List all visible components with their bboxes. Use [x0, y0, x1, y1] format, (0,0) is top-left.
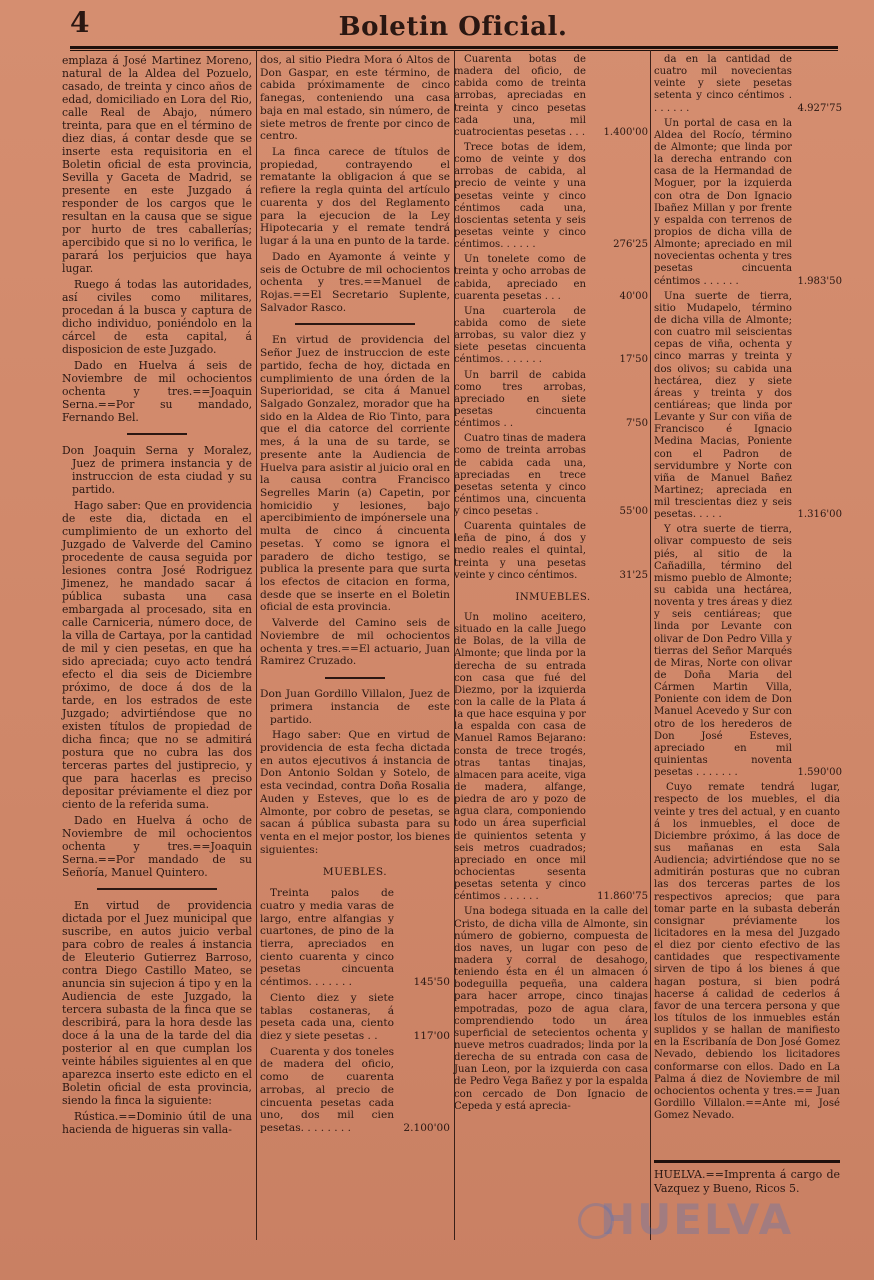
item-text: Cuarenta botas de madera del oficio, de cabida como de treinta arrobas, apreciadas en treinta y cinco pesetas cada una, mil cuatrocientas pesetas . . .: [454, 54, 586, 138]
item-text: Cuarenta quintales de leña de pino, á dos y medio reales el quintal, treinta y una pesetas veinte y cinco céntimos.: [454, 521, 586, 581]
item-text: Cuarenta y dos toneles de madera del oficio, como de cuarenta arrobas, al precio de cincuenta pesetas cada uno, dos mil cien pesetas. . . . . . . .: [260, 1045, 394, 1135]
item-price: 2.100'00: [403, 1122, 450, 1135]
paragraph: Rústica.==Dominio útil de una hacienda de higueras sin valla-: [62, 1110, 252, 1136]
item-price: 145'50: [413, 976, 450, 989]
notice-heading: Don Joaquin Serna y Moralez, Juez de primera instancia y de instruccion de esta ciudad y su partido.: [62, 444, 252, 496]
separator: [127, 433, 187, 435]
item-price: 1.400'00: [603, 126, 648, 138]
item-price: 1.316'00: [797, 509, 842, 521]
column-4: [654, 54, 840, 1125]
item-text: Y otra suerte de tierra, olivar compuesto de seis piés, al sitio de la Cañadilla, término del mismo pueblo de Almonte; su cabida una hectárea, noventa y tres áreas y diez y seis centiáreas; que linda por Levante con olivar de Don Pedro Villa y tierras del Señor Marqués de Miras, Norte con olivar de Doña Maria del Cármen Martin Villa, Poniente con idem de Don Manuel Acevedo y Sur con otro de los herederos de Don José Esteves, apreciado en mil quinientas noventa pesetas . . . . . . .: [654, 524, 792, 779]
list-item: [454, 612, 648, 903]
list-item: [260, 992, 450, 1043]
printer-imprint: HUELVA.==Imprenta á cargo de Vazquez y Bueno, Ricos 5.: [654, 1168, 840, 1195]
separator: [97, 888, 217, 890]
list-item: [454, 521, 648, 582]
list-item: [454, 306, 648, 367]
item-text: da en la cantidad de cuatro mil novecientas veinte y siete pesetas setenta y cinco céntimos . . . . . . .: [654, 54, 792, 114]
item-price: 4.927'75: [797, 102, 842, 114]
list-item: [654, 118, 840, 288]
list-item: [260, 887, 450, 989]
page-number: 4: [70, 6, 90, 39]
paragraph: En virtud de providencia dictada por el Juez municipal que suscribe, en autos juicio verbal para cobro de reales á instancia de Eleuterio Gutierrez Barroso, contra Diego Castillo Mateo, se anuncia sin sujecion á tipo y en la Audiencia de este Juzgado, la tercera subasta de la finca que se describirá, para la hora desde las doce á la una de la tarde del dia posterior al en que cumplan los veinte hábiles siguientes al en que aparezca inserto este edicto en el Boletin oficial de esta provincia, siendo la finca la siguiente:: [62, 899, 252, 1107]
column-1: [62, 54, 252, 1139]
list-item: [454, 142, 648, 251]
item-text: Treinta palos de cuatro y media varas de largo, entre alfangias y cuartones, de pino de la tierra, apreciados en ciento cuarenta y cinco pesetas cincuenta céntimos. . . . . . .: [260, 887, 394, 989]
item-text: Cuatro tinas de madera como de treinta arrobas de cabida cada una, apreciadas en trece pesetas setenta y cinco céntimos una, cincuenta y cinco pesetas .: [454, 433, 586, 518]
item-text: Un barril de cabida como tres arrobas, apreciado en siete pesetas cincuenta céntimos . .: [454, 369, 586, 430]
item-price: 11.860'75: [597, 891, 648, 903]
notice-heading: Don Juan Gordillo Villalon, Juez de primera instancia de este partido.: [260, 688, 450, 726]
item-text: Un portal de casa en la Aldea del Rocío, término de Almonte; que linda por la derecha entrando con casa de la Hermandad de Moguer, por la izquierda con otra de Don Ignacio Ibañez Millan y por frente y espalda con terrenos de propios de dicha villa de Almonte; apreciado en mil novecientas ochenta y tres pesetas cincuenta céntimos . . . . . .: [654, 117, 792, 287]
separator: [325, 677, 385, 679]
journal-title: Boletin Oficial.: [338, 12, 568, 42]
column-divider: [256, 50, 257, 1240]
paragraph: Valverde del Camino seis de Noviembre de mil ochocientos ochenta y tres.==El actuario, Juan Ramirez Cruzado.: [260, 617, 450, 668]
paragraph: Dado en Huelva á seis de Noviembre de mil ochocientos ochenta y tres.==Joaquin Serna.==Por su mandado, Fernando Bel.: [62, 359, 252, 424]
item-text: Trece botas de idem, como de veinte y dos arrobas de cabida, al precio de veinte y una pesetas veinte y cinco céntimos cada una, doscientas setenta y seis pesetas veinte y cinco céntimos. . . . . .: [454, 141, 586, 251]
footer-rule: [654, 1160, 840, 1163]
item-price: 17'50: [619, 354, 648, 366]
item-price: 7'50: [625, 418, 648, 430]
page-header: [68, 6, 838, 46]
list-item: [454, 370, 648, 431]
paragraph: Cuyo remate tendrá lugar, respecto de los muebles, el dia veinte y tres del actual, y en cuanto á los inmuebles, el doce de Diciembre próximo, á las doce de sus mañanas en esta Sala Audiencia; advirtiéndose que no se admitirán posturas que no cubran las dos terceras partes de los respectivos aprecios; que para tomar parte en la subasta deberán consignar préviamente los licitadores en la mesa del Juzgado el diez por ciento efectivo de las cantidades que respectivamente sirven de tipo á los bienes á que hagan postura, si bien podrá hacerse á calidad de cederlos á favor de una tercera persona y que los títulos de los inmuebles están suplidos y se hallan de manifiesto en la Escribanía de Don José Gomez Nevado, debiendo los licitadores conformarse con ellos. Dado en La Palma á diez de Noviembre de mil ochocientos ochenta y tres.== Juan Gordillo Villalon.==Ante mi, José Gomez Nevado.: [654, 782, 840, 1122]
item-price: 40'00: [619, 290, 648, 302]
item-price: 1.983'50: [797, 275, 842, 287]
list-item: [454, 54, 648, 139]
paragraph: Dado en Ayamonte á veinte y seis de Octubre de mil ochocientos ochenta y tres.==Manuel de Rojas.==El Secretario Suplente, Salvador Rasco.: [260, 250, 450, 314]
item-text: Una suerte de tierra, sitio Mudapelo, término de dicha villa de Almonte; con cuatro mil seiscientas cepas de viña, ochenta y cinco marras y treinta y dos olivos; su cabida una hectárea, diez y siete áreas y treinta y dos centiáreas; que linda por Levante y Sur con viña de Francisco é Ignacio Medina Macias, Poniente con el Padron de servidumbre y Norte con viña de Manuel Bañez Martinez; apreciada en mil trescientas diez y seis pesetas. . . . .: [654, 290, 792, 521]
list-item: [654, 291, 840, 522]
item-price: 1.590'00: [797, 767, 842, 779]
section-heading-muebles: MUEBLES.: [322, 866, 388, 879]
paragraph: Hago saber: Que en virtud de providencia de esta fecha dictada en autos ejecutivos á instancia de Don Antonio Soldan y Sotelo, de esta vecindad, contra Doña Rosalia Auden y Esteves, que lo es de Almonte, por cobro de pesetas, se sacan á pública subasta para su venta en el mejor postor, los bienes siguientes:: [260, 729, 450, 856]
paragraph: La finca carece de títulos de propiedad, contrayendo el rematante la obligacion á que se refiere la regla quinta del artículo cuarenta y dos del Reglamento para la ejecucion de la Ley Hipotecaria y el remate tendrá lugar á la una en punto de la tarde.: [260, 146, 450, 248]
item-price: 276'25: [613, 239, 648, 251]
item-text: Una bodega situada en la calle del Cristo, de dicha villa de Almonte, sin número de gobierno, compuesta de dos naves, un lugar con peso de madera y corral de desahogo, teniendo ésta en él un almacen ó bodeguilla pequeña, una caldera para hacer arrope, cinco tinajas empotradas, pozo de agua clara, comprendiendo todo un área superficial de setecientos ochenta y nueve metros cuadrados; linda por la derecha de su entrada con casa de Juan Leon, por la izquierda con casa de Pedro Vega Bañez y por la espalda con cercado de Don Ignacio de Cepeda y está apreciа-: [454, 906, 648, 1112]
list-item: [454, 433, 648, 518]
column-3: [454, 54, 648, 1116]
list-item: [454, 254, 648, 303]
paragraph: Ruego á todas las autoridades, así civiles como militares, procedan á la busca y captura de dicho individuo, poniéndolo en la cárcel de esta capital, á disposicion de este Juzgado.: [62, 278, 252, 356]
separator: [295, 323, 415, 325]
column-2: [260, 54, 450, 1138]
item-price: 55'00: [619, 506, 648, 518]
column-divider: [650, 50, 651, 1240]
paragraph: En virtud de providencia del Señor Juez de instruccion de este partido, fecha de hoy, dictada en cumplimiento de una órden de la Superioridad, se cita á Manuel Salgado Gonzalez, morador que ha sido en la Aldea de Rio Tinto, para que el dia catorce del corriente mes, á la una de su tarde, se presente ante la Audiencia de Huelva para asistir al juicio oral en la causa contra Francisco Segrelles Marin (a) Capetin, por homicidio y lesiones, bajo apercibimiento de impónersele una multa de cinco á cincuenta pesetas. Y como se ignora el paradero de dicho testigo, se publica la presente para que surta los efectos de citacion en forma, desde que se inserte en el Boletin oficial de esta provincia.: [260, 334, 450, 614]
item-text: Un molino aceitero, situado en la calle Juego de Bolas, de la villa de Almonte; que linda por la derecha de su entrada con casa que fué del Diezmo, por la izquierda con la calle de la Plata á la que hace esquina y por la espalda con casa de Manuel Ramos Bejarano: consta de trece trogés, otras tantas tinajas, almacen para aceite, viga de madera, alfange, piedra de aro y pozo de agua clara, componiendo todo un área superficial de quinientos setenta y seis metros cuadrados; apreciado en once mil ochocientas sesenta pesetas setenta y cinco céntimos . . . . . .: [454, 612, 586, 903]
paragraph: Hago saber: Que en providencia de este dia, dictada en el cumplimiento de un exhorto del Juzgado de Valverde del Camino procedente de causa seguida por lesiones contra José Rodriguez Jimenez, he mandado sacar á pública subasta una casa embargada al procesado, sita en calle Carniceria, número doce, de la villa de Cartaya, por la cantidad de mil y cien pesetas, en que ha sido apreciada; cuyo acto tendrá efecto el dia seis de Diciembre próximo, de doce á dos de la tarde, en los estrados de este Juzgado; advirtiéndose que no existen títulos de propiedad de dicha finca; que no se admitirá postura que no cubra las dos terceras partes del justiprecio, y que para hacerlas es preciso depositar préviamente el diez por ciento de la referida suma.: [62, 499, 252, 811]
item-text: Ciento diez y siete tablas costaneras, á peseta cada una, ciento diez y siete pesetas . .: [260, 991, 394, 1043]
watermark: HUELVA: [600, 1195, 794, 1244]
paragraph: Dado en Huelva á ocho de Noviembre de mil ochocientos ochenta y tres.==Joaquin Serna.==Por mandado de su Señoría, Manuel Quintero.: [62, 814, 252, 879]
list-item: [654, 54, 840, 115]
list-item: [260, 1046, 450, 1135]
item-text: Una cuarterola de cabida como de siete arrobas, su valor diez y siete pesetas cincuenta céntimos. . . . . . .: [454, 305, 586, 366]
item-price: 117'00: [413, 1030, 450, 1043]
list-item: [654, 524, 840, 779]
paragraph: emplaza á José Martinez Moreno, natural de la Aldea del Pozuelo, casado, de treinta y cinco años de edad, domiciliado en Lora del Rio, calle Real de Abajo, número treinta, para que en el término de diez dias, á contar desde que se inserte esta requisitoria en el Boletin oficial de esta provincia, Sevilla y Gaceta de Madrid, se presente en este Juzgado á responder de los cargos que le resultan en la causa que se sigue por hurto de tres caballerías; apercibido que si no lo verifica, le parará los perjuicios que haya lugar.: [62, 54, 252, 275]
item-text: Un tonelete como de treinta y ocho arrobas de cabida, apreciado en cuarenta pesetas . . .: [454, 254, 586, 302]
section-heading-inmuebles: INMUEBLES.: [515, 591, 591, 603]
item-price: 31'25: [619, 569, 648, 581]
list-item: [454, 906, 648, 1112]
paragraph: dos, al sitio Piedra Mora ó Altos de Don Gaspar, en este término, de cabida próximamente de cinco fanegas, conteniendo una casa baja en mal estado, sin número, de siete metros de frente por cinco de centro.: [260, 54, 450, 143]
